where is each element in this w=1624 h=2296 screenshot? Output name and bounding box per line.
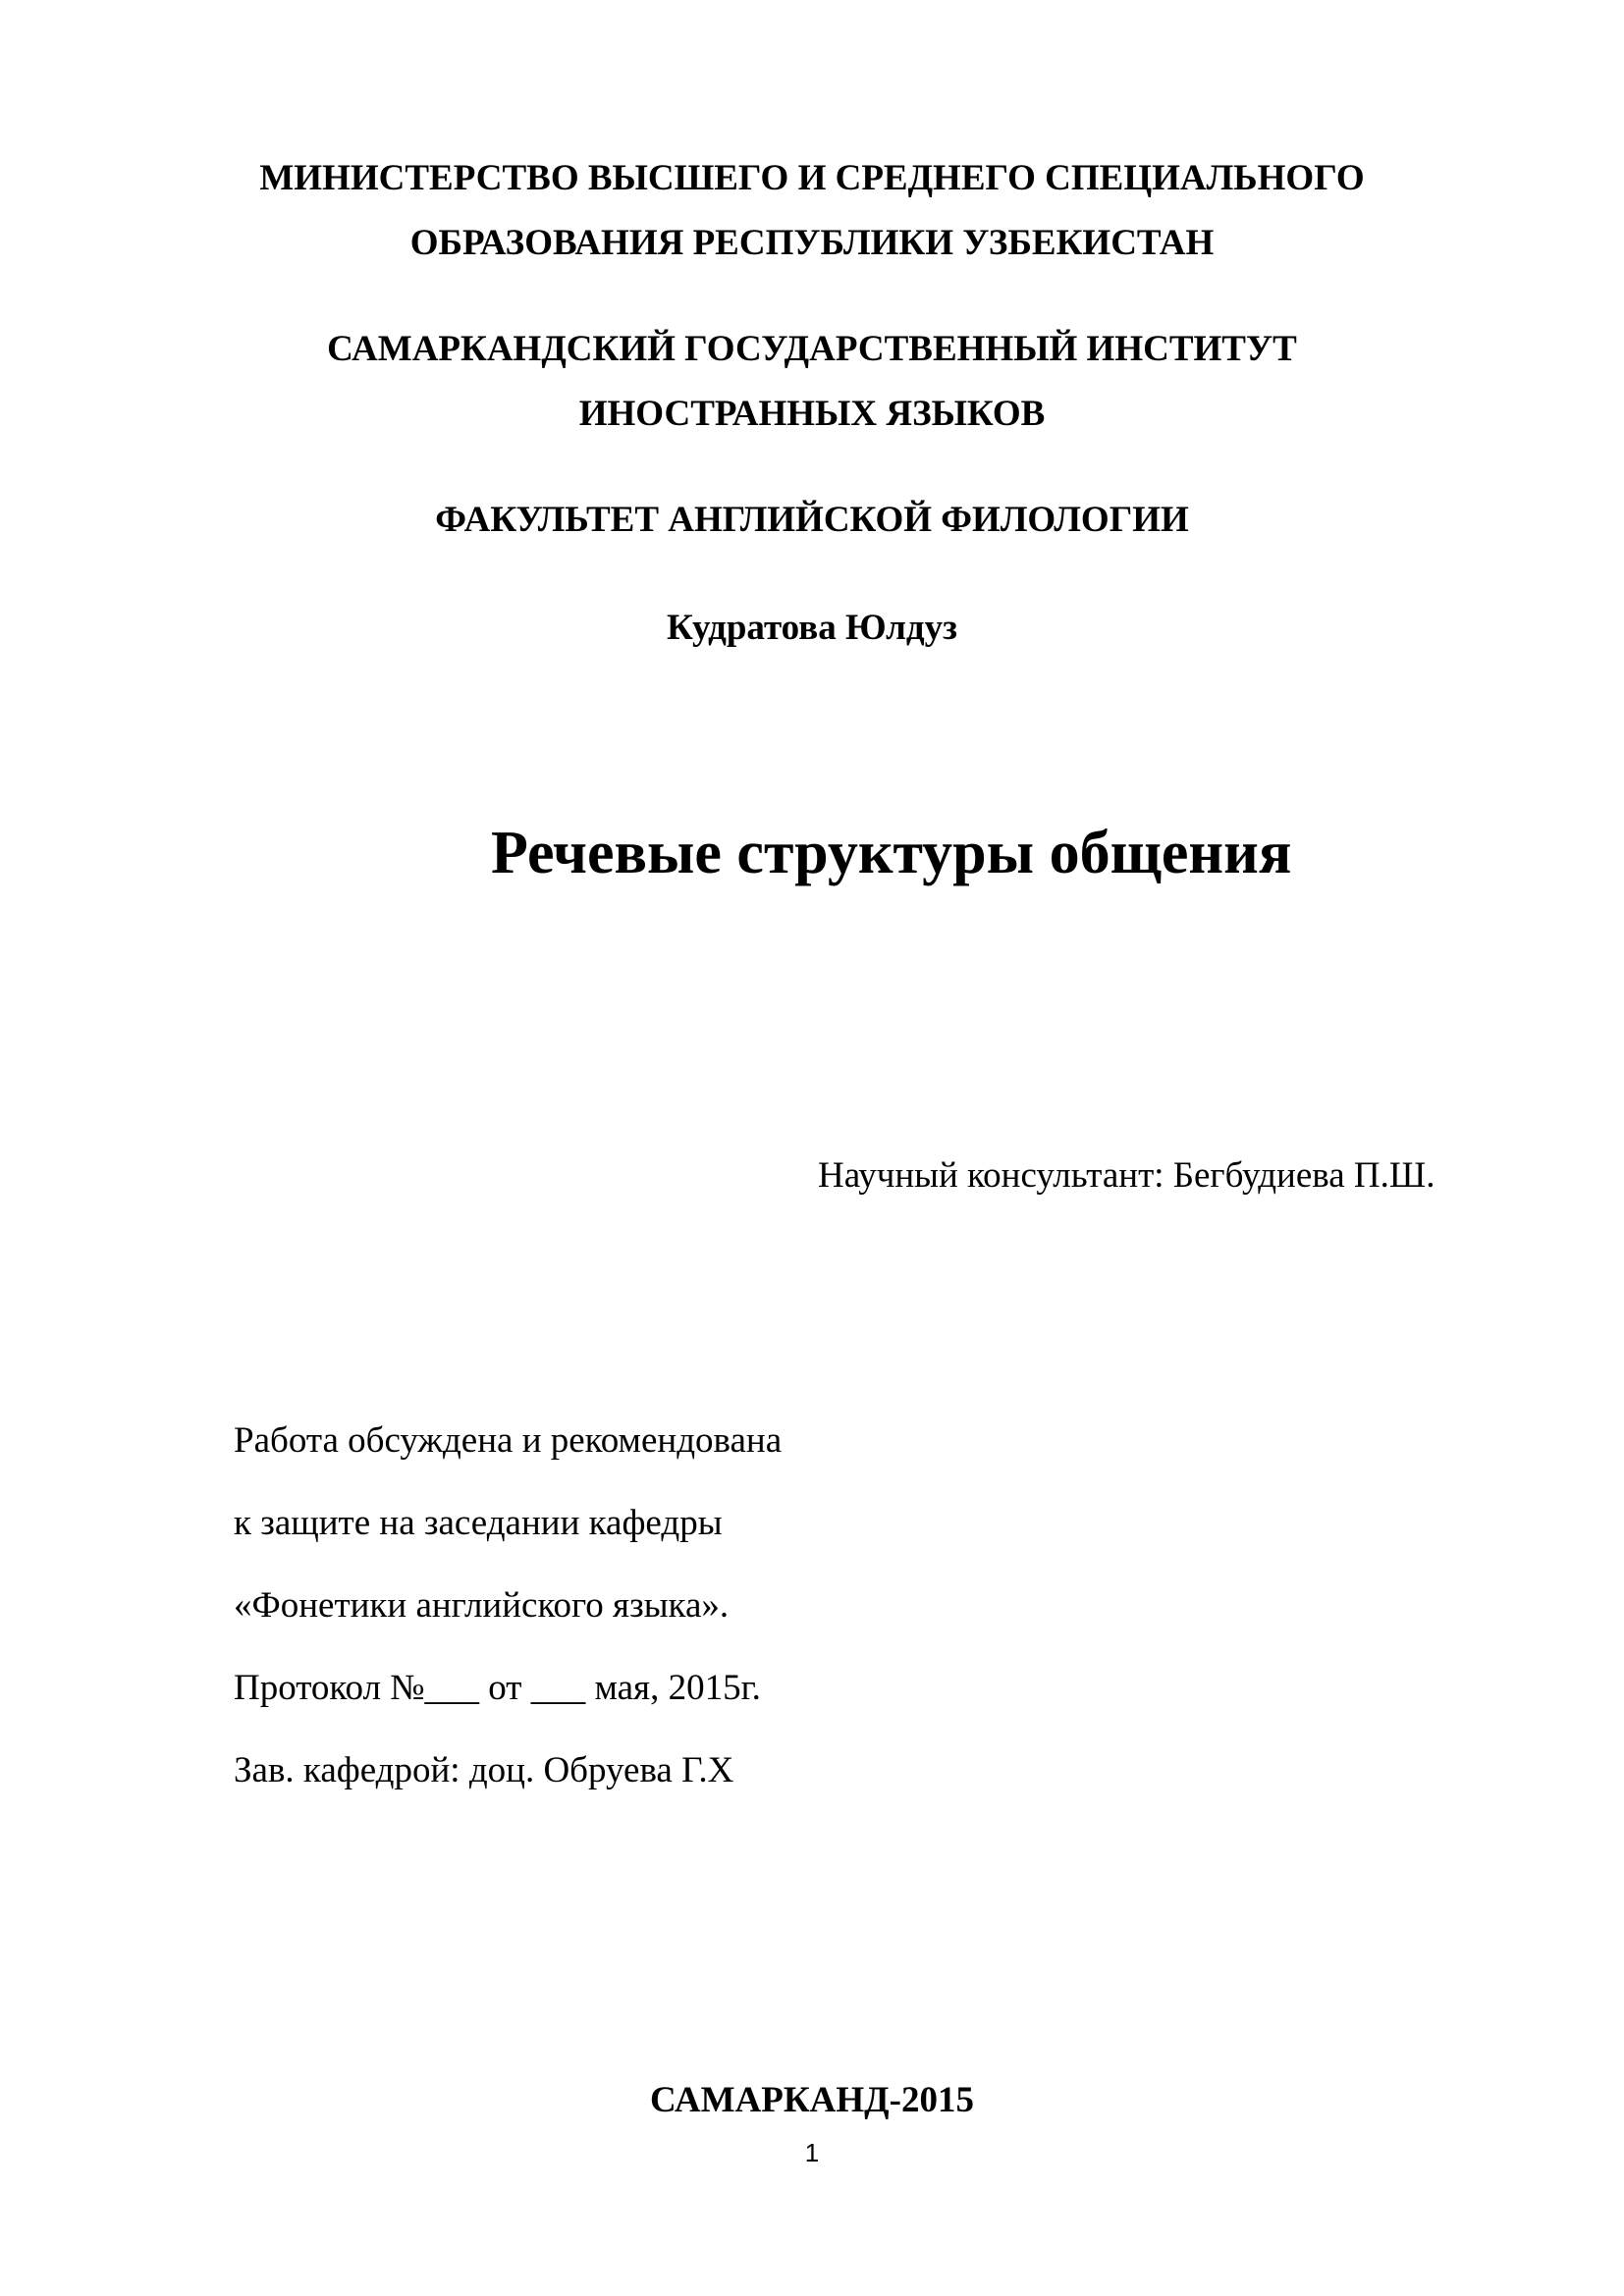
institute-line-1: САМАРКАНДСКИЙ ГОСУДАРСТВЕННЫЙ ИНСТИТУТ (327, 329, 1297, 369)
author-name: Кудратова Юлдуз (667, 608, 957, 648)
approval-line-1: Работа обсуждена и рекомендована (234, 1420, 783, 1461)
city-year: САМАРКАНД-2015 (650, 2080, 974, 2120)
approval-line-2: к защите на заседании кафедры (234, 1503, 723, 1543)
consultant-line: Научный консультант: Бегбудиева П.Ш. (818, 1155, 1435, 1196)
protocol-line: Протокол №___ от ___ мая, 2015г. (234, 1668, 761, 1708)
institute-line-2: ИНОСТРАННЫХ ЯЗЫКОВ (578, 394, 1046, 434)
document-title: Речевые структуры общения (491, 820, 1292, 886)
ministry-line-1: МИНИСТЕРСТВО ВЫСШЕГО И СРЕДНЕГО СПЕЦИАЛЬНОГО (259, 158, 1365, 198)
page-number: 1 (804, 2138, 820, 2167)
faculty-name: ФАКУЛЬТЕТ АНГЛИЙСКОЙ ФИЛОЛОГИИ (435, 500, 1189, 540)
approval-line-3: «Фонетики английского языка». (234, 1585, 730, 1626)
department-head-line: Зав. кафедрой: доц. Обруева Г.Х (234, 1750, 734, 1790)
ministry-line-2: ОБРАЗОВАНИЯ РЕСПУБЛИКИ УЗБЕКИСТАН (409, 223, 1215, 263)
